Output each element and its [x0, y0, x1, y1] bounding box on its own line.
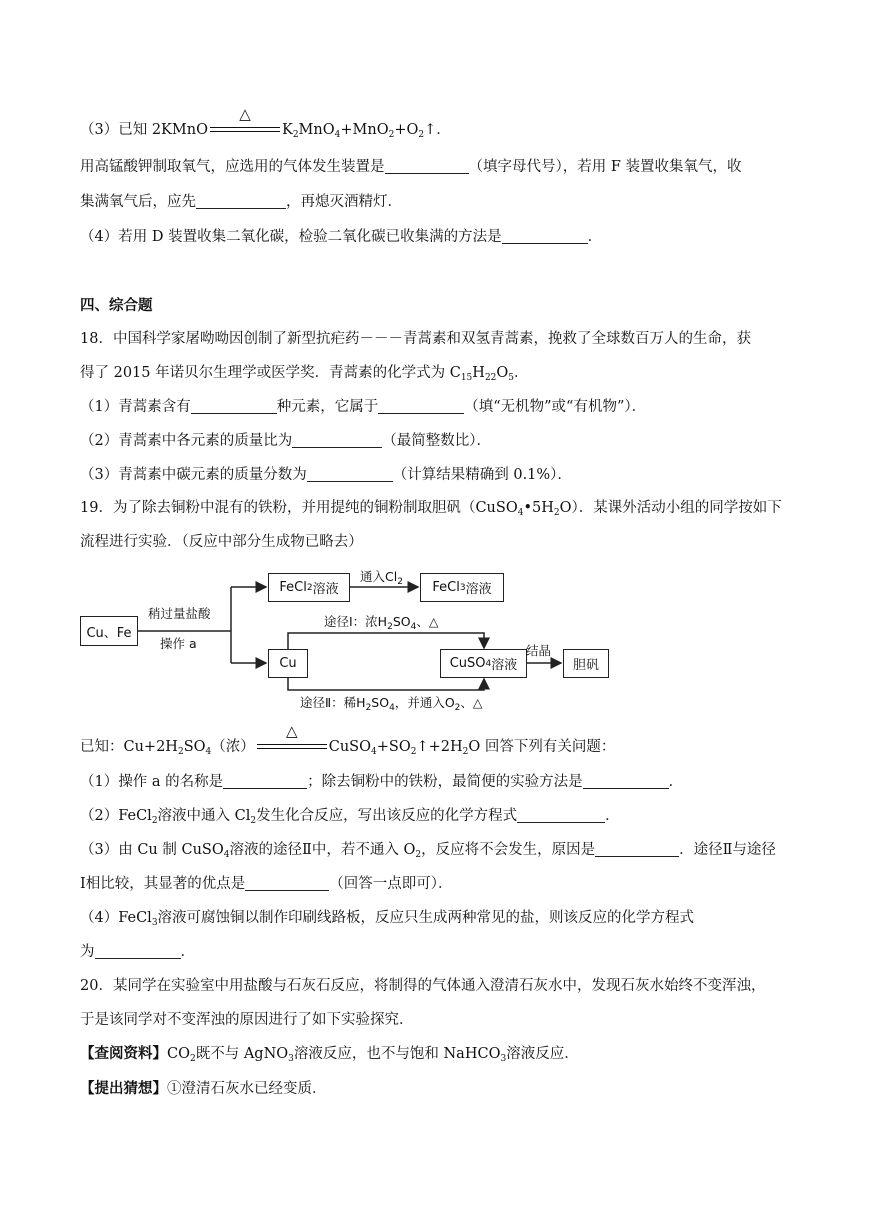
q20-guess: 【提出猜想】①澄清石灰水已经变质．	[80, 1081, 327, 1097]
q19-stem-line2: 流程进行实验．（反应中部分生成物已略去）	[80, 534, 363, 550]
flow-box-cu: Cu	[268, 649, 308, 678]
q19-part2: （2）FeCl$_2$溶液中通入 $Cl_2$发生化合反应，写出该反应的化学方程式 ．	[80, 808, 620, 826]
answer-blank[interactable]	[595, 840, 679, 857]
q19-part4-line2: 为 ．	[80, 944, 195, 960]
q20-stem-line2: 于是该同学对不变浑浊的原因进行了如下实验探究．	[80, 1012, 414, 1028]
answer-blank[interactable]	[517, 806, 605, 823]
q18-stem-line1: 18．中国科学家屠呦呦因创制了新型抗疟药－－－青蒿素和双氢青蒿素，挽救了全球数百万人的生命，获	[80, 331, 751, 347]
answer-blank[interactable]	[223, 772, 307, 789]
q19-part1: （1）操作 a 的名称是 ；除去铜粉中的铁粉，最简便的实验方法是 ．	[80, 774, 684, 790]
heat-equals-sign	[257, 722, 327, 755]
flow-label-operation-a: 操作 a	[160, 636, 197, 651]
q17-line3: 集满氧气后，应先 ，再熄灭酒精灯．	[80, 194, 402, 210]
answer-blank[interactable]	[583, 772, 669, 789]
q17-line2: 用高锰酸钾制取氧气，应选用的气体发生装置是 （填字母代号），若用 F 装置收集氧气，收	[80, 159, 742, 175]
flow-label-route2: 途径Ⅱ：稀$H_2SO_4$，并通入$O_2$、△	[300, 695, 483, 713]
q19-stem-line1: 19．为了除去铜粉中混有的铁粉，并用提纯的铜粉制取胆矾$(CuSO_4•5H_2O)$．某课外活动小组的同学按如下	[80, 500, 782, 518]
flow-box-cuso4: CuSO 4 溶液	[440, 649, 527, 678]
flow-label-crystallize: 结晶	[526, 643, 552, 658]
q19-part4-line1: （4）FeCl$_3$溶液可腐蚀铜以制作印刷线路板，反应只生成两种常见的盐，则该反应的化学方程式	[80, 910, 695, 928]
flow-label-route1: 途径Ⅰ：浓$H_2SO_4$、△	[324, 614, 439, 632]
q18-part2: （2）青蒿素中各元素的质量比为 （最简整数比）．	[80, 433, 491, 449]
q18-stem-line2: 得了 2015 年诺贝尔生理学或医学奖．青蒿素的化学式为 $C_{15}H_{22}O_5$．	[80, 365, 529, 383]
q20-info: 【查阅资料】$CO_2$既不与 AgNO$_3$溶液反应，也不与饱和 NaHCO$_3$溶液反应．	[80, 1046, 579, 1064]
q18-part1: （1）青蒿素含有 种元素，它属于 （填“无机物”或“有机物”）．	[80, 399, 647, 415]
q19-part3-line1: （3）由 Cu 制 CuSO$_4$溶液的途径Ⅱ中，若不通入 $O_2$，反应将不会发生，原因是 ．途径Ⅱ与途径	[80, 842, 776, 860]
flow-label-hcl: 稍过量盐酸	[148, 606, 211, 621]
flow-box-danfan: 胆矾	[563, 649, 609, 678]
q19-part3-line2: Ⅰ相比较，其显著的优点是 （回答一点即可）．	[80, 876, 453, 892]
guess-label: 【提出猜想】	[80, 1081, 167, 1097]
heat-delta-icon: △	[285, 722, 298, 740]
q17-part4: （4）若用 D 装置收集二氧化碳，检验二氧化碳已收集满的方法是 ．	[80, 229, 603, 245]
answer-blank[interactable]	[95, 942, 181, 959]
section-title: 四、综合题	[80, 298, 153, 314]
flow-box-cu-fe: Cu、Fe	[80, 616, 138, 646]
q18-part3: （3）青蒿素中碳元素的质量分数为 （计算结果精确到 0.1%）．	[80, 467, 572, 483]
flow-label-cl2: 通入$Cl_2$	[360, 569, 403, 587]
q17-part3-equation: （3）已知 2KMnO △ $K_2MnO_4+MnO_2+O_2↑$．	[80, 105, 451, 140]
q20-stem-line1: 20．某同学在实验室中用盐酸与石灰石反应，将制得的气体通入澄清石灰水中，发现石灰水始终不变浑浊，	[80, 978, 766, 994]
flow-box-fecl2: FeCl 2 溶液	[268, 573, 350, 602]
info-label: 【查阅资料】	[80, 1046, 167, 1062]
flow-box-fecl3: FeCl 3 溶液	[420, 573, 504, 602]
heat-delta-icon: △	[239, 105, 251, 123]
answer-blank[interactable]	[245, 874, 329, 891]
q19-known-equation: 已知：$Cu+2H_2SO_4$（浓） △ $CuSO_4+SO_2↑+2H_2O$ 回答下列有关问题：	[80, 722, 616, 757]
